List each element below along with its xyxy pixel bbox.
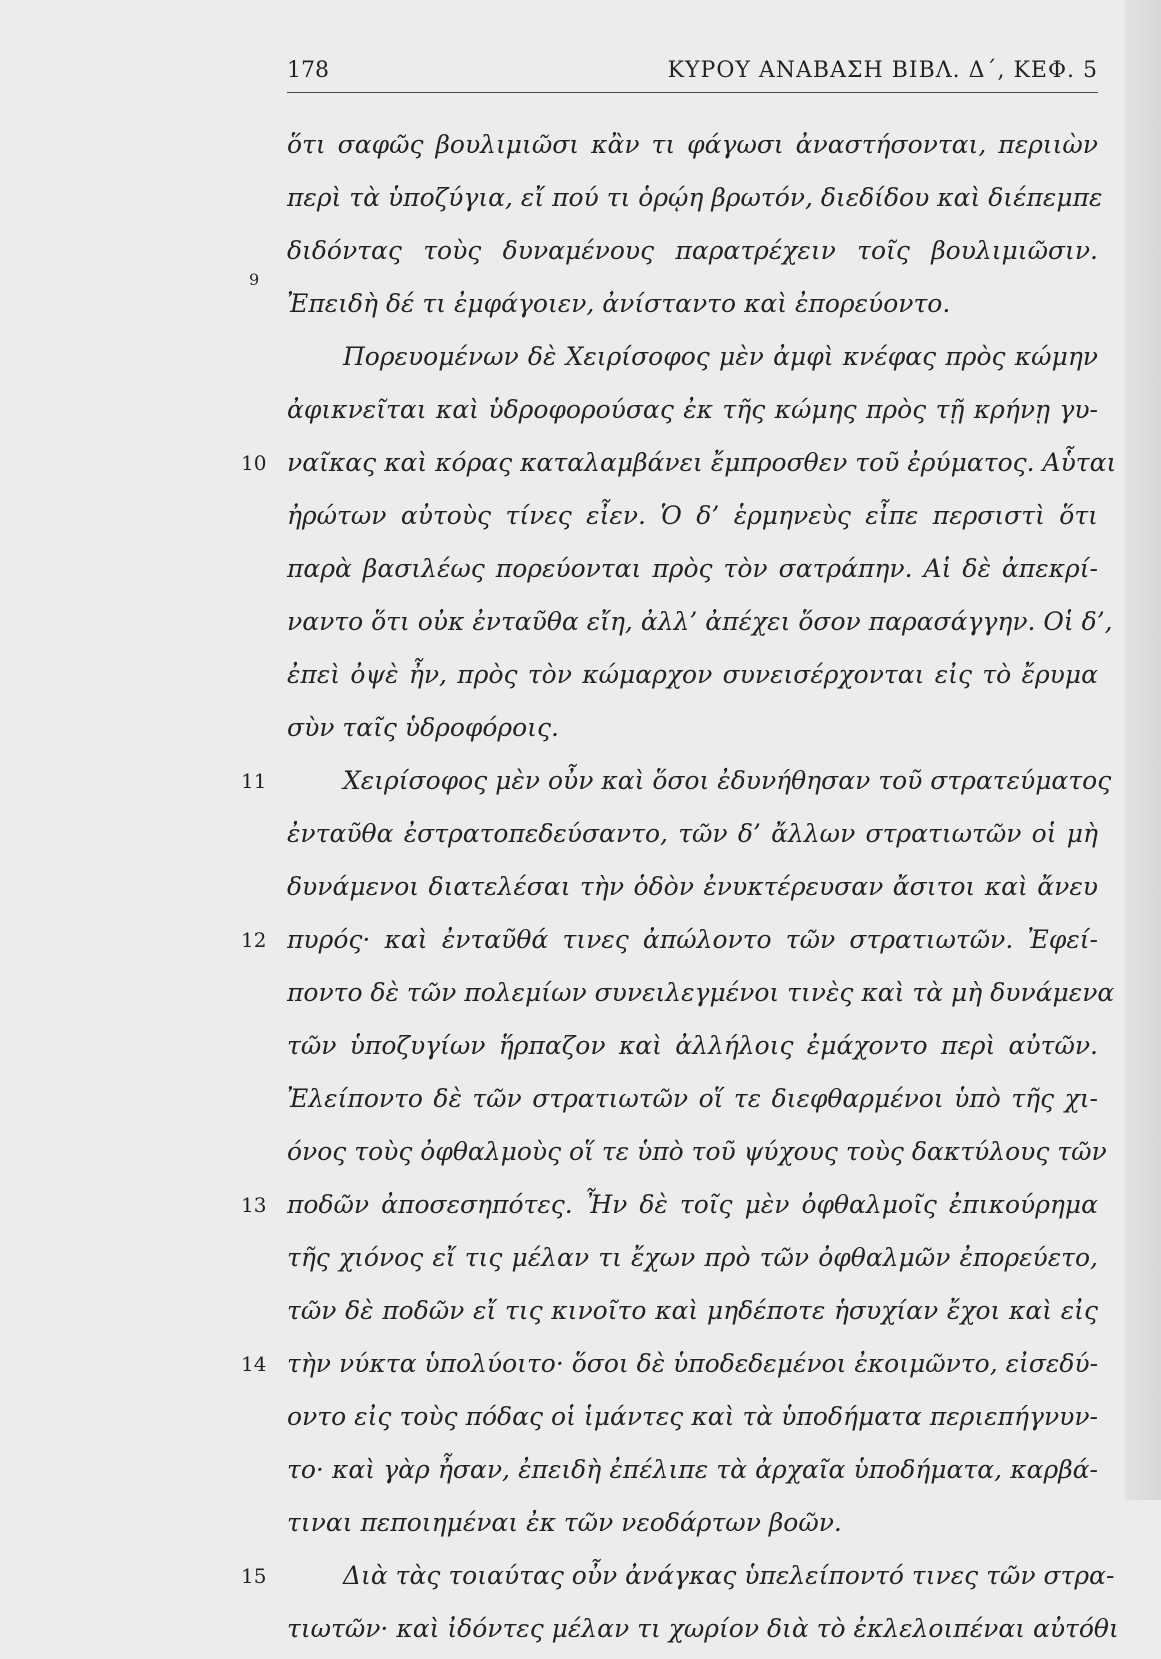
line-text: Πορευομένων δὲ Χειρίσοφος μὲν ἀμφὶ κνέφας πρὸς κώμην [343, 342, 1098, 371]
text-line [241, 758, 1112, 811]
section-number: 13 [241, 1193, 267, 1217]
text-line [241, 1341, 1099, 1394]
line-text: τὴν νύκτα ὑπολύοιτο· ὅσοι δὲ ὑποδεδεμένοι ἐκοιμῶντο, εἰσεδύ- [287, 1349, 1099, 1378]
facing-page-edge [1125, 0, 1161, 1500]
line-text: Ἐλείποντο δὲ τῶν στρατιωτῶν οἵ τε διεφθαρμένοι ὑπὸ τῆς χι- [287, 1084, 1098, 1113]
line-text: ἐνταῦθα ἐστρατοπεδεύσαντο, τῶν δ’ ἄλλων στρατιωτῶν οἱ μὴ [287, 819, 1098, 848]
text-line [287, 1023, 1098, 1076]
text-line [287, 493, 1098, 546]
line-text: ἐπεὶ ὀψὲ ἦν, πρὸς τὸν κώμαρχον συνεισέρχονται εἰς τὸ ἔρυμα [287, 660, 1098, 689]
line-text: ναῖκας καὶ κόρας καταλαμβάνει ἔμπροσθεν τοῦ ἐρύματος. Αὗται [287, 448, 1117, 477]
line-text: τιναι πεποιημέναι ἐκ τῶν νεοδάρτων βοῶν. [287, 1508, 842, 1537]
text-line [287, 1500, 1098, 1553]
text-line [241, 1553, 1115, 1606]
section-number: 12 [241, 928, 267, 952]
text-line [287, 1235, 1098, 1288]
section-number: 11 [241, 769, 267, 793]
line-text: ἠρώτων αὐτοὺς τίνες εἶεν. Ὁ δ’ ἑρμηνεὺς εἶπε περσιστὶ ὅτι [287, 501, 1098, 530]
line-text: τῆς χιόνος εἴ τις μέλαν τι ἔχων πρὸ τῶν ὀφθαλμῶν ἐπορεύετο, [287, 1243, 1098, 1272]
text-line [287, 1447, 1098, 1500]
section-number: 15 [241, 1564, 267, 1588]
text-line [287, 334, 1098, 387]
line-text: ἀφικνεῖται καὶ ὑδροφορούσας ἐκ τῆς κώμης πρὸς τῇ κρήνῃ γυ- [287, 395, 1098, 424]
line-text: σὺν ταῖς ὑδροφόροις. [287, 713, 559, 742]
text-line [287, 864, 1098, 917]
line-text: περὶ τὰ ὑποζύγια, εἴ πού τι ὁρῴη βρωτόν, διεδίδου καὶ διέπεμπε [287, 183, 1103, 212]
text-line [287, 122, 1098, 175]
text-line [241, 917, 1098, 970]
page-number: 178 [287, 58, 329, 83]
line-text: διδόντας τοὺς δυναμένους παρατρέχειν τοῖς βουλιμιῶσιν. [287, 236, 1098, 265]
line-text: ναντο ὅτι οὐκ ἐνταῦθα εἴη, ἀλλ’ ἀπέχει ὅσον παρασάγγην. Οἱ δ’, [287, 607, 1113, 636]
line-text: ὅτι σαφῶς βουλιμιῶσι κἂν τι φάγωσι ἀναστήσονται, περιιὼν [287, 130, 1098, 159]
text-line [287, 1394, 1098, 1447]
line-text: ποντο δὲ τῶν πολεμίων συνειλεγμένοι τινὲς καὶ τὰ μὴ δυνάμενα [287, 978, 1115, 1007]
line-text: οντο εἰς τοὺς πόδας οἱ ἱμάντες καὶ τὰ ὑποδήματα περιεπήγνυν- [287, 1402, 1098, 1431]
section-number: 14 [241, 1352, 267, 1376]
line-text: τιωτῶν· καὶ ἰδόντες μέλαν τι χωρίον διὰ τὸ ἐκλελοιπέναι αὐτόθι [287, 1614, 1119, 1643]
greek-text-body [241, 122, 1119, 1659]
text-line [287, 811, 1098, 864]
line-text: το· καὶ γὰρ ἦσαν, ἐπειδὴ ἐπέλιπε τὰ ἀρχαῖα ὑποδήματα, καρβά- [287, 1455, 1098, 1484]
text-line [287, 546, 1098, 599]
text-line [287, 970, 1115, 1023]
text-line [287, 599, 1113, 652]
text-line [287, 1288, 1098, 1341]
text-line [287, 1129, 1107, 1182]
line-text: τῶν δὲ ποδῶν εἴ τις κινοῖτο καὶ μηδέποτε ἡσυχίαν ἔχοι καὶ εἰς [287, 1296, 1098, 1325]
line-text: παρὰ βασιλέως πορεύονται πρὸς τὸν σατράπην. Αἱ δὲ ἀπεκρί- [287, 554, 1098, 583]
text-line [287, 175, 1103, 228]
section-number: 9 [249, 270, 260, 289]
running-title: ΚΥΡΟΥ ΑΝΑΒΑΣΗ ΒΙΒΛ. Δ΄, ΚΕΦ. 5 [667, 58, 1098, 83]
line-text: Διὰ τὰς τοιαύτας οὖν ἀνάγκας ὑπελείποντό τινες τῶν στρα- [343, 1561, 1115, 1590]
text-line [249, 270, 1098, 334]
text-line [287, 705, 1098, 758]
text-line [241, 440, 1117, 493]
text-line [287, 652, 1098, 705]
line-text: όνος τοὺς ὀφθαλμοὺς οἵ τε ὑπὸ τοῦ ψύχους τοὺς δακτύλους τῶν [287, 1137, 1107, 1166]
line-text: ποδῶν ἀποσεσηπότες. Ἦν δὲ τοῖς μὲν ὀφθαλμοῖς ἐπικούρημα [287, 1190, 1098, 1219]
text-line [287, 228, 1098, 281]
running-header [287, 58, 1098, 93]
line-text: πυρός· καὶ ἐνταῦθά τινες ἀπώλοντο τῶν στρατιωτῶν. Ἐφεί- [287, 925, 1098, 954]
text-line [287, 387, 1098, 440]
line-text: Χειρίσοφος μὲν οὖν καὶ ὅσοι ἐδυνήθησαν τοῦ στρατεύματος [343, 766, 1112, 795]
text-line [241, 1182, 1098, 1235]
line-text: δυνάμενοι διατελέσαι τὴν ὁδὸν ἐνυκτέρευσαν ἄσιτοι καὶ ἄνευ [287, 872, 1098, 901]
line-text: Ἐπειδὴ δέ τι ἐμφάγοιεν, ἀνίσταντο καὶ ἐπορεύοντο. [287, 289, 951, 318]
line-text: τῶν ὑποζυγίων ἥρπαζον καὶ ἀλλήλοις ἐμάχοντο περὶ αὐτῶν. [287, 1031, 1098, 1060]
section-number: 10 [241, 451, 267, 475]
text-line [287, 1076, 1098, 1129]
text-line [287, 1606, 1119, 1659]
